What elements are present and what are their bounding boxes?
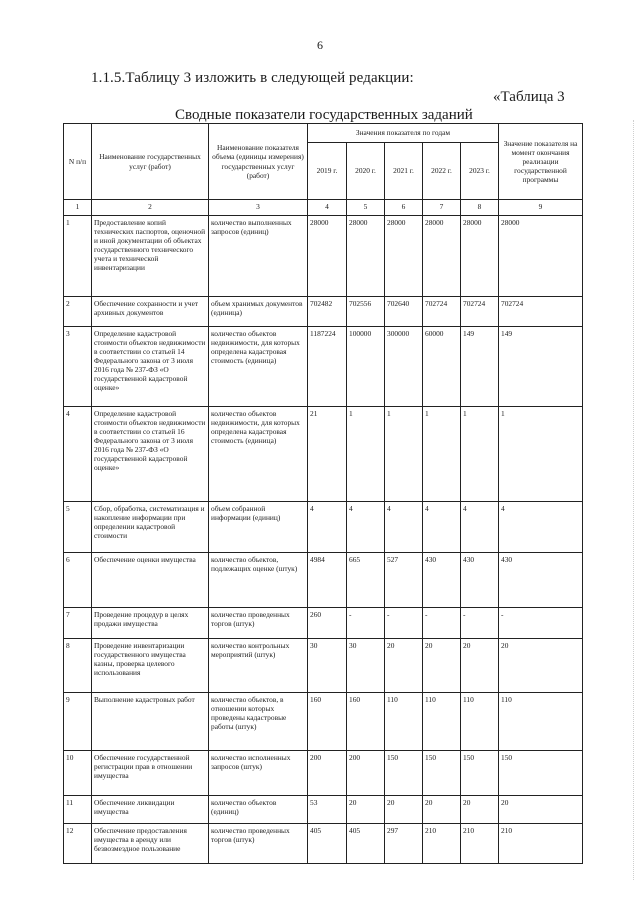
value-2019: 405	[308, 824, 347, 864]
value-2022: -	[423, 608, 461, 639]
value-2021: 110	[385, 693, 423, 751]
indicator-name: количество объектов (единиц)	[209, 796, 308, 824]
column-number: 5	[347, 200, 385, 216]
column-number: 6	[385, 200, 423, 216]
indicator-name: количество выполненных запросов (единиц)	[209, 216, 308, 297]
row-number: 2	[64, 297, 92, 327]
value-2020: 702556	[347, 297, 385, 327]
value-2019: 260	[308, 608, 347, 639]
indicator-name: количество объектов недвижимости, для которых определена кадастровая стоимость (единица)	[209, 407, 308, 502]
indicator-name: объем собранной информации (единиц)	[209, 502, 308, 553]
value-2021: 4	[385, 502, 423, 553]
indicator-name: количество проведенных торгов (штук)	[209, 608, 308, 639]
indicator-name: количество объектов, в отношении которых проведены кадастровые работы (штук)	[209, 693, 308, 751]
value-2022: 20	[423, 639, 461, 693]
indicator-name: количество проведенных торгов (штук)	[209, 824, 308, 864]
value-2023: 110	[461, 693, 499, 751]
row-number: 10	[64, 751, 92, 796]
row-number: 11	[64, 796, 92, 824]
value-2023: 430	[461, 553, 499, 608]
value-2022: 110	[423, 693, 461, 751]
value-2023: 4	[461, 502, 499, 553]
value-2019: 702482	[308, 297, 347, 327]
service-name: Обеспечение оценки имущества	[92, 553, 209, 608]
value-2023: 150	[461, 751, 499, 796]
final-value: 20	[499, 639, 583, 693]
value-2021: 702640	[385, 297, 423, 327]
header-num: N п/п	[64, 124, 92, 200]
value-2020: 20	[347, 796, 385, 824]
value-2020: 200	[347, 751, 385, 796]
table-row	[64, 796, 583, 824]
service-name: Обеспечение ликвидации имущества	[92, 796, 209, 824]
table-row	[64, 502, 583, 553]
table-row	[64, 824, 583, 864]
table-row	[64, 297, 583, 327]
value-2023: 1	[461, 407, 499, 502]
value-2023: 702724	[461, 297, 499, 327]
value-2019: 200	[308, 751, 347, 796]
value-2020: 160	[347, 693, 385, 751]
final-value: 702724	[499, 297, 583, 327]
final-value: 28000	[499, 216, 583, 297]
value-2023: 28000	[461, 216, 499, 297]
amendment-intro: 1.1.5.Таблицу 3 изложить в следующей редакции:	[91, 70, 414, 86]
value-2023: 149	[461, 327, 499, 407]
indicator-name: объем хранимых документов (единица)	[209, 297, 308, 327]
row-number: 5	[64, 502, 92, 553]
value-2022: 60000	[423, 327, 461, 407]
row-number: 12	[64, 824, 92, 864]
value-2021: 300000	[385, 327, 423, 407]
final-value: 1	[499, 407, 583, 502]
service-name: Определение кадастровой стоимости объектов недвижимости в соответствии со статьей 16 Федерального закона от 3 июля 2016 года № 237-ФЗ «О государственной кадастровой оценке»	[92, 407, 209, 502]
value-2021: 1	[385, 407, 423, 502]
row-number: 3	[64, 327, 92, 407]
value-2023: -	[461, 608, 499, 639]
column-number: 7	[423, 200, 461, 216]
table-caption: Сводные показатели государственных заданий	[175, 107, 473, 123]
value-2021: 150	[385, 751, 423, 796]
table-row	[64, 553, 583, 608]
column-number: 2	[92, 200, 209, 216]
row-number: 9	[64, 693, 92, 751]
final-value: 149	[499, 327, 583, 407]
summary-table	[63, 123, 583, 864]
table-row	[64, 639, 583, 693]
indicator-name: количество объектов, подлежащих оценке (штук)	[209, 553, 308, 608]
value-2019: 53	[308, 796, 347, 824]
column-number: 1	[64, 200, 92, 216]
value-2020: 28000	[347, 216, 385, 297]
value-2020: 30	[347, 639, 385, 693]
header-year-2021: 2021 г.	[385, 143, 423, 200]
table-row	[64, 693, 583, 751]
indicator-name: количество объектов недвижимости, для которых определена кадастровая стоимость (единица)	[209, 327, 308, 407]
value-2020: 4	[347, 502, 385, 553]
row-number: 8	[64, 639, 92, 693]
table-row	[64, 327, 583, 407]
column-number: 9	[499, 200, 583, 216]
value-2022: 4	[423, 502, 461, 553]
value-2019: 28000	[308, 216, 347, 297]
header-year-2020: 2020 г.	[347, 143, 385, 200]
final-value: 110	[499, 693, 583, 751]
final-value: 430	[499, 553, 583, 608]
final-value: 4	[499, 502, 583, 553]
value-2020: 100000	[347, 327, 385, 407]
service-name: Проведение инвентаризации государственного имущества казны, проверка целевого использования	[92, 639, 209, 693]
value-2022: 210	[423, 824, 461, 864]
header-year-2022: 2022 г.	[423, 143, 461, 200]
service-name: Обеспечение предоставления имущества в аренду или безвозмездное пользование	[92, 824, 209, 864]
value-2022: 28000	[423, 216, 461, 297]
value-2020: 405	[347, 824, 385, 864]
value-2019: 4	[308, 502, 347, 553]
value-2022: 20	[423, 796, 461, 824]
value-2020: -	[347, 608, 385, 639]
value-2021: -	[385, 608, 423, 639]
value-2021: 20	[385, 796, 423, 824]
indicator-name: количество контрольных мероприятий (штук)	[209, 639, 308, 693]
final-value: -	[499, 608, 583, 639]
value-2023: 210	[461, 824, 499, 864]
service-name: Обеспечение государственной регистрации прав в отношении имущества	[92, 751, 209, 796]
final-value: 210	[499, 824, 583, 864]
row-number: 6	[64, 553, 92, 608]
value-2019: 4984	[308, 553, 347, 608]
value-2022: 150	[423, 751, 461, 796]
row-number: 7	[64, 608, 92, 639]
row-number: 1	[64, 216, 92, 297]
service-name: Проведение процедур в целях продажи имущества	[92, 608, 209, 639]
page-number: 6	[317, 38, 323, 52]
table-row	[64, 216, 583, 297]
value-2022: 430	[423, 553, 461, 608]
service-name: Определение кадастровой стоимости объектов недвижимости в соответствии со статьей 14 Федерального закона от 3 июля 2016 года № 237-ФЗ «О государственной кадастровой оценке»	[92, 327, 209, 407]
service-name: Обеспечение сохранности и учет архивных документов	[92, 297, 209, 327]
row-number: 4	[64, 407, 92, 502]
table-reference: «Таблица 3	[493, 89, 565, 105]
value-2022: 702724	[423, 297, 461, 327]
value-2019: 160	[308, 693, 347, 751]
value-2022: 1	[423, 407, 461, 502]
column-number-row	[64, 200, 583, 216]
column-number: 3	[209, 200, 308, 216]
header-service: Наименование государственных услуг (работ)	[92, 124, 209, 200]
header-indicator: Наименование показателя объема (единицы измерения) государственных услуг (работ)	[209, 124, 308, 200]
header-final-value: Значение показателя на момент окончания реализации государственной программы	[499, 124, 583, 200]
header-row-1	[64, 124, 583, 143]
value-2021: 28000	[385, 216, 423, 297]
column-number: 4	[308, 200, 347, 216]
value-2019: 1187224	[308, 327, 347, 407]
header-values-group: Значения показателя по годам	[308, 124, 499, 143]
value-2020: 1	[347, 407, 385, 502]
scan-edge-marks	[629, 120, 634, 880]
value-2020: 665	[347, 553, 385, 608]
table-row	[64, 407, 583, 502]
final-value: 150	[499, 751, 583, 796]
table-row	[64, 608, 583, 639]
value-2019: 21	[308, 407, 347, 502]
service-name: Выполнение кадастровых работ	[92, 693, 209, 751]
value-2021: 20	[385, 639, 423, 693]
table-row	[64, 751, 583, 796]
final-value: 20	[499, 796, 583, 824]
header-year-2023: 2023 г.	[461, 143, 499, 200]
indicator-name: количество исполненных запросов (штук)	[209, 751, 308, 796]
column-number: 8	[461, 200, 499, 216]
value-2023: 20	[461, 639, 499, 693]
value-2019: 30	[308, 639, 347, 693]
value-2021: 297	[385, 824, 423, 864]
value-2021: 527	[385, 553, 423, 608]
service-name: Сбор, обработка, систематизация и накопление информации при определении кадастровой стоимости	[92, 502, 209, 553]
value-2023: 20	[461, 796, 499, 824]
service-name: Предоставление копий технических паспортов, оценочной и иной документации об объектах государственного технического учета и технической инвентаризации	[92, 216, 209, 297]
header-year-2019: 2019 г.	[308, 143, 347, 200]
